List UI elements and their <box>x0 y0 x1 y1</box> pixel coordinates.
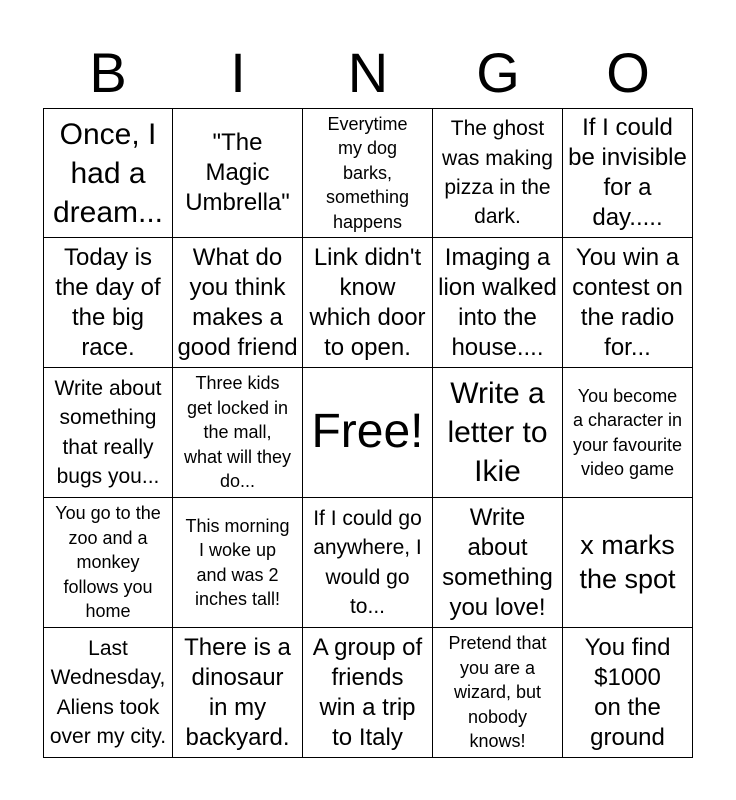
bingo-cell[interactable] <box>43 108 173 238</box>
cell-text: What do you think makes a good friend <box>177 243 298 361</box>
cell-text: Last Wednesday, Aliens took over my city. <box>49 636 167 748</box>
cell-text: Three kids get locked in the mall, what will they do... <box>183 373 292 492</box>
cell-text: The ghost was making pizza in the dark. <box>442 117 553 229</box>
bingo-cell[interactable] <box>563 238 693 368</box>
bingo-cell[interactable] <box>563 628 693 758</box>
cell-text: You go to the zoo and a monkey follows you home <box>55 503 161 622</box>
bingo-header <box>43 40 693 106</box>
bingo-cell[interactable] <box>43 238 173 368</box>
header-letter-i: I <box>230 41 246 104</box>
cell-text: Write about something you love! <box>442 503 553 621</box>
bingo-cell[interactable] <box>173 368 303 498</box>
cell-text: Pretend that you are a wizard, but nobody knows! <box>448 633 547 752</box>
free-space-label: Free! <box>311 405 424 459</box>
header-letter-g: G <box>476 41 520 104</box>
bingo-cell[interactable] <box>433 628 563 758</box>
cell-text: This morning I woke up and was 2 inches tall! <box>185 515 290 609</box>
header-letter-o: O <box>606 41 650 104</box>
cell-text: Imaging a lion walked into the house.... <box>438 243 557 361</box>
bingo-cell[interactable] <box>303 108 433 238</box>
cell-text: Link didn't know which door to open. <box>309 243 426 361</box>
cell-text: If I could be invisible for a day..... <box>568 114 687 231</box>
cell-text: Everytime my dog barks, something happens <box>325 113 410 232</box>
cell-text: Write a letter to Ikie <box>447 377 548 488</box>
cell-text: Today is the day of the big race. <box>55 243 161 361</box>
cell-text: You become a character in your favourite video game <box>572 385 683 479</box>
bingo-cell[interactable] <box>433 108 563 238</box>
bingo-cell[interactable] <box>433 368 563 498</box>
cell-text: You win a contest on the radio for... <box>572 243 683 361</box>
cell-text: Write about something that really bugs you... <box>54 376 162 488</box>
bingo-cell[interactable] <box>433 238 563 368</box>
bingo-cell[interactable] <box>173 498 303 628</box>
cell-text: Once, I had a dream... <box>52 117 164 229</box>
bingo-cell[interactable] <box>43 628 173 758</box>
bingo-cell-free[interactable] <box>303 368 433 498</box>
cell-text: There is a dinosaur in my backyard. <box>184 633 291 751</box>
cell-text: You find $1000 on the ground <box>584 633 671 751</box>
bingo-board <box>43 108 693 758</box>
cell-text: A group of friends win a trip to Italy <box>312 633 423 751</box>
bingo-cell[interactable] <box>303 498 433 628</box>
bingo-cell[interactable] <box>303 238 433 368</box>
bingo-cell[interactable] <box>303 628 433 758</box>
bingo-cell[interactable] <box>43 498 173 628</box>
bingo-cell[interactable] <box>173 238 303 368</box>
bingo-cell[interactable] <box>563 368 693 498</box>
bingo-cell[interactable] <box>563 498 693 628</box>
cell-text: If I could go anywhere, I would go to... <box>313 506 422 618</box>
header-letter-n: N <box>347 41 389 104</box>
cell-text: x marks the spot <box>579 529 676 594</box>
bingo-cell[interactable] <box>173 628 303 758</box>
bingo-cell[interactable] <box>433 498 563 628</box>
bingo-cell[interactable] <box>173 108 303 238</box>
bingo-cell[interactable] <box>43 368 173 498</box>
header-letter-b: B <box>89 41 127 104</box>
bingo-cell[interactable] <box>563 108 693 238</box>
cell-text: "The Magic Umbrella" <box>185 129 290 216</box>
